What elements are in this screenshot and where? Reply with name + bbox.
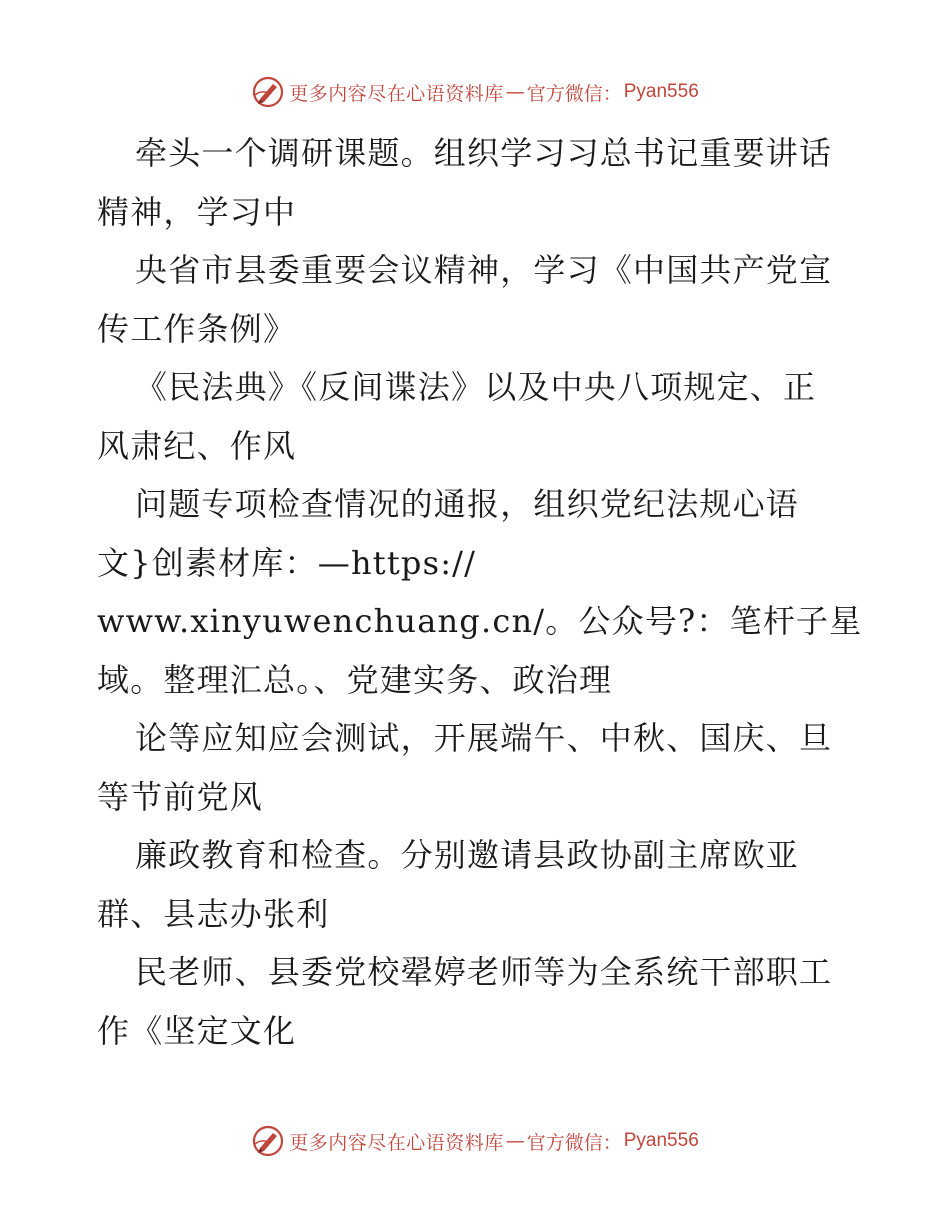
text-line: 廉政教育和检查。分别邀请县政协副主席欧亚: [135, 836, 800, 874]
banner-ad-text: 更多内容尽在心语资料库: [289, 82, 504, 105]
text-line: 域。整理汇总。、党建实务、政治理: [97, 660, 613, 699]
banner-separator: —: [505, 1130, 525, 1152]
text-line: 牵头一个调研课题。组织学习习总书记重要讲话: [135, 134, 833, 172]
banner-wechat-id: Pyan556: [623, 81, 699, 102]
text-line: 群、县志办张利: [97, 894, 330, 933]
text-line: 论等应知应会测试，开展端午、中秋、国庆、旦: [135, 719, 833, 757]
text-line: 文}创素材库：—https://: [97, 543, 477, 582]
text-line: 精神，学习中: [97, 192, 297, 231]
text-line: www.xinyuwenchuang.cn/。公众号?：笔杆子星: [97, 602, 863, 640]
text-line: 民老师、县委党校翚婷老师等为全系统干部职工: [135, 953, 833, 991]
banner-wechat-label: 官方微信：: [526, 1131, 622, 1154]
document-body: [97, 124, 863, 1060]
header-banner: [0, 72, 950, 112]
banner-wechat-label: 官方微信：: [526, 82, 622, 105]
text-line: 问题专项检查情况的通报，组织党纪法规心语: [135, 485, 800, 523]
text-line: 作《坚定文化: [97, 1011, 297, 1050]
text-line: 央省市县委重要会议精神，学习《中国共产党宣: [135, 251, 833, 289]
text-line: 传工作条例》: [97, 309, 297, 348]
pen-logo-icon: [251, 75, 285, 109]
text-line: 等节前党风: [97, 777, 264, 816]
footer-banner: [0, 1121, 950, 1161]
text-line: 风肃纪、作风: [97, 426, 297, 465]
pen-logo-icon: [251, 1124, 285, 1158]
banner-separator: —: [505, 81, 525, 103]
text-line: 《民法典》《反间谍法》以及中央八项规定、正: [135, 368, 817, 406]
banner-wechat-id: Pyan556: [623, 1130, 699, 1151]
banner-ad-text: 更多内容尽在心语资料库: [289, 1131, 504, 1154]
